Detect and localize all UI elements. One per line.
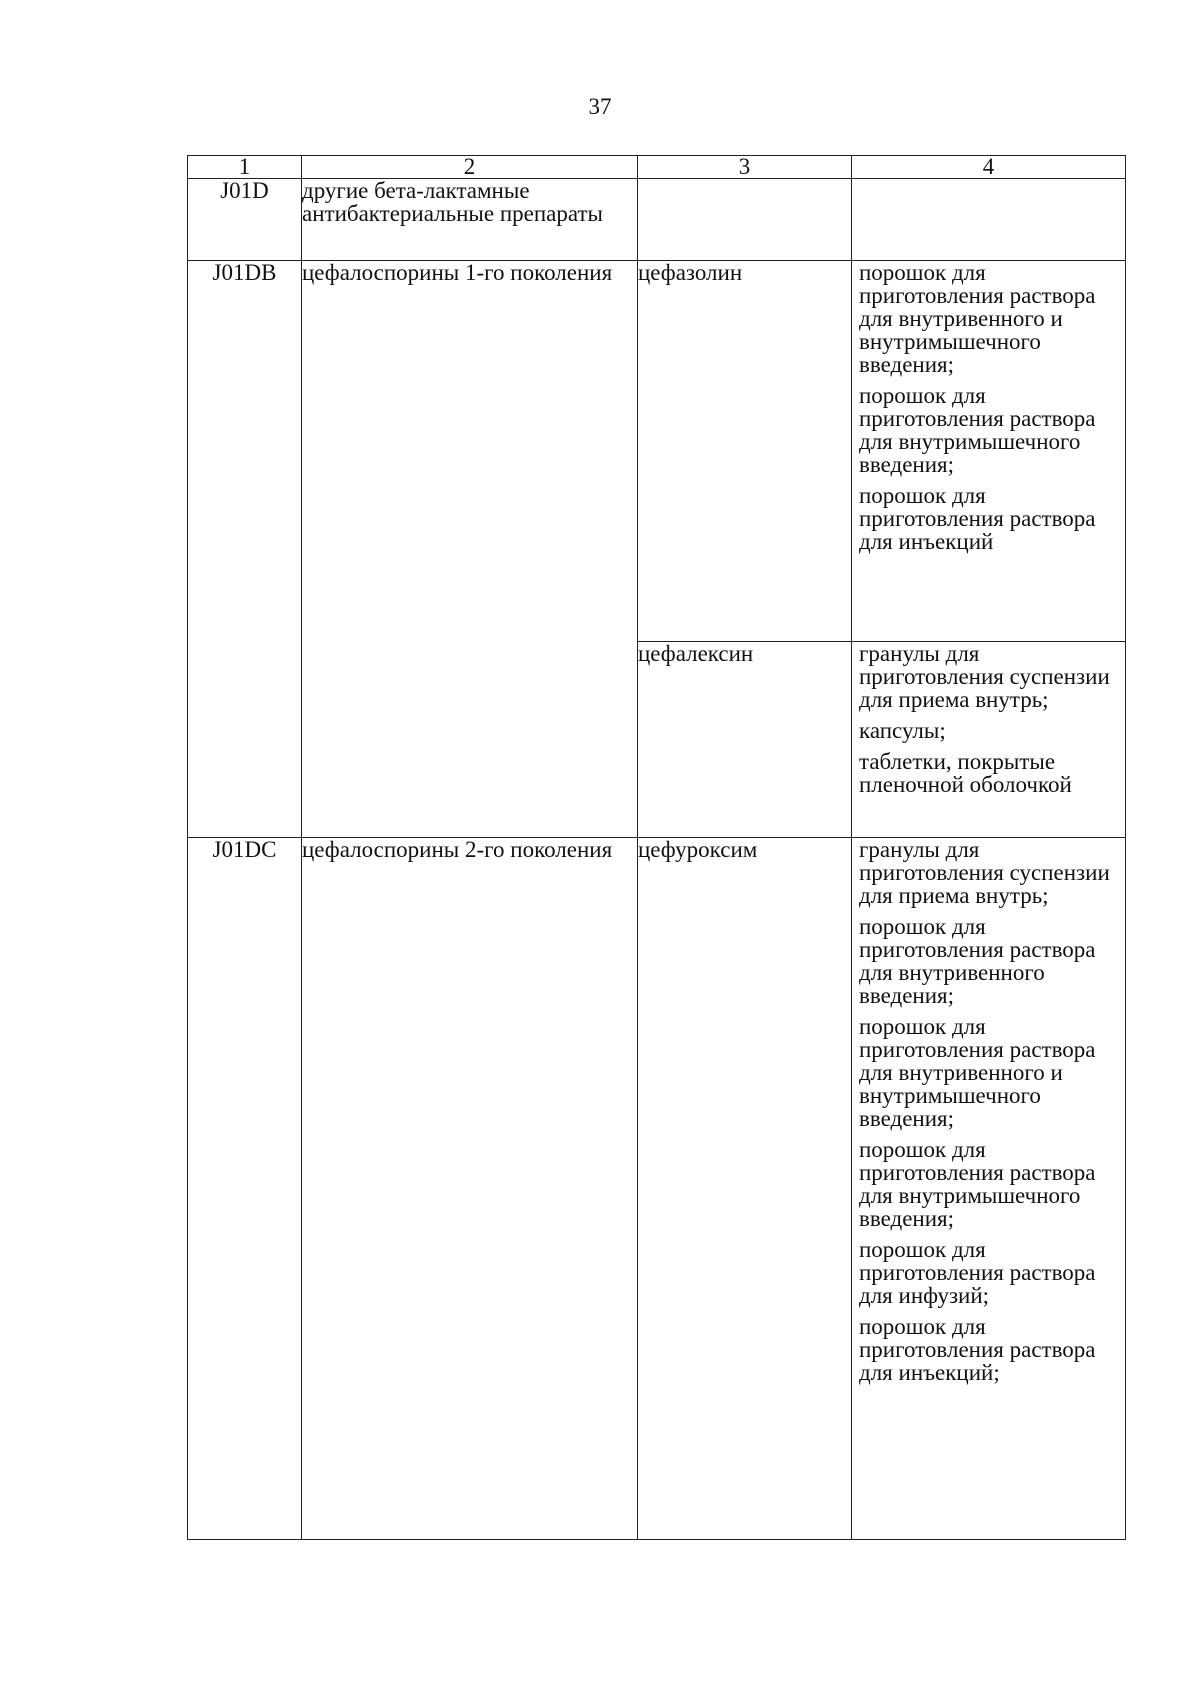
dosage-forms	[852, 179, 1126, 261]
atc-code: J01DB	[188, 261, 302, 838]
dosage-form-item: порошок для приготовления раствора для внутримышечного введения;	[859, 1137, 1096, 1231]
table-row	[188, 179, 1126, 261]
group-name: цефалоспорины 2-го поколения	[302, 838, 638, 1540]
atc-code: J01D	[188, 179, 302, 261]
column-header-2: 2	[302, 156, 638, 179]
dosage-form-item: порошок для приготовления раствора для внутривенного и внутримышечного введения;	[859, 1014, 1096, 1131]
dosage-form-item: гранулы для приготовления суспензии для приема внутрь;	[859, 641, 1110, 712]
dosage-form-item: порошок для приготовления раствора для инъекций	[859, 483, 1096, 554]
drug-name: цефалексин	[638, 642, 852, 838]
drug-name	[638, 179, 852, 261]
dosage-form-item: порошок для приготовления раствора для внутривенного введения;	[859, 914, 1096, 1008]
dosage-form-item: таблетки, покрытые пленочной оболочкой	[859, 749, 1072, 797]
drug-table	[187, 155, 1126, 1540]
group-name: цефалоспорины 1-го поколения	[302, 261, 638, 838]
page-number: 37	[588, 94, 612, 119]
column-header-4: 4	[852, 156, 1126, 179]
drug-name: цефуроксим	[638, 838, 852, 1540]
dosage-form-item: капсулы;	[859, 718, 946, 743]
dosage-forms	[852, 838, 1126, 1540]
column-header-1: 1	[188, 156, 302, 179]
table-row	[188, 261, 1126, 642]
drug-name: цефазолин	[638, 261, 852, 642]
dosage-form-item: порошок для приготовления раствора для инфузий;	[859, 1237, 1096, 1308]
dosage-form-item: порошок для приготовления раствора для внутримышечного введения;	[859, 383, 1096, 477]
dosage-form-item: гранулы для приготовления суспензии для приема внутрь;	[859, 837, 1110, 908]
dosage-forms	[852, 642, 1126, 838]
table-header-row	[188, 156, 1126, 179]
dosage-form-item: порошок для приготовления раствора для инъекций;	[859, 1314, 1096, 1385]
group-name: другие бета-лактамные антибактериальные препараты	[302, 179, 638, 261]
column-header-3: 3	[638, 156, 852, 179]
dosage-forms	[852, 261, 1126, 642]
atc-code: J01DC	[188, 838, 302, 1540]
table-row	[188, 838, 1126, 1540]
dosage-form-item: порошок для приготовления раствора для внутривенного и внутримышечного введения;	[859, 260, 1096, 377]
